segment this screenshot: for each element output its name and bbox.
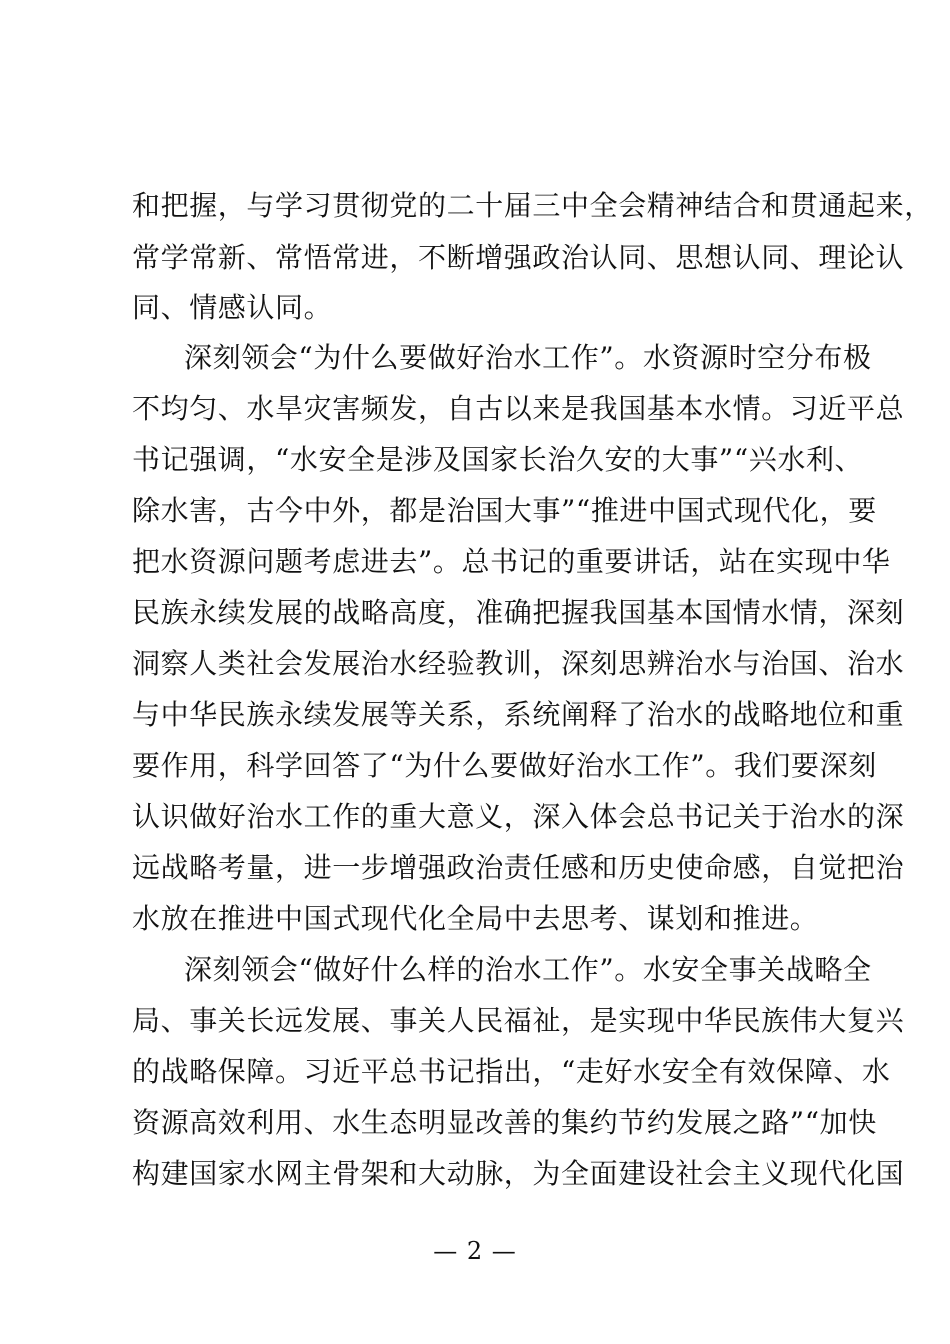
text-line: 水放在推进中国式现代化全局中去思考、谋划和推进。	[132, 902, 819, 935]
text-line: 要作用，科学回答了“为什么要做好治水工作”。我们要深刻	[132, 749, 877, 782]
text-line: 远战略考量，进一步增强政治责任感和历史使命感，自觉把治	[132, 851, 905, 884]
page-number: — 2 —	[433, 1237, 517, 1265]
text-line: 认识做好治水工作的重大意义，深入体会总书记关于治水的深	[132, 800, 905, 833]
paragraph-start-line: 深刻领会“为什么要做好治水工作”。水资源时空分布极	[184, 341, 872, 374]
paragraph-start-line: 深刻领会“做好什么样的治水工作”。水安全事关战略全	[184, 953, 872, 986]
text-line: 除水害，古今中外，都是治国大事”“推进中国式现代化，要	[132, 494, 877, 527]
text-line: 资源高效利用、水生态明显改善的集约节约发展之路”“加快	[132, 1106, 877, 1139]
text-line: 书记强调，“水安全是涉及国家长治久安的大事”“兴水利、	[132, 443, 864, 476]
text-line: 和把握，与学习贯彻党的二十届三中全会精神结合和贯通起来，	[132, 189, 933, 222]
text-line: 洞察人类社会发展治水经验教训，深刻思辨治水与治国、治水	[132, 647, 905, 680]
text-line: 的战略保障。习近平总书记指出，“走好水安全有效保障、水	[132, 1055, 891, 1088]
text-line: 构建国家水网主骨架和大动脉，为全面建设社会主义现代化国	[132, 1157, 905, 1190]
text-line: 民族永续发展的战略高度，准确把握我国基本国情水情，深刻	[132, 596, 905, 629]
text-line: 不均匀、水旱灾害频发，自古以来是我国基本水情。习近平总	[132, 392, 905, 425]
text-line: 把水资源问题考虑进去”。总书记的重要讲话，站在实现中华	[132, 545, 891, 578]
text-line: 局、事关长远发展、事关人民福祉，是实现中华民族伟大复兴	[132, 1004, 905, 1037]
text-line: 与中华民族永续发展等关系，系统阐释了治水的战略地位和重	[132, 698, 905, 731]
text-line: 同、情感认同。	[132, 291, 333, 324]
text-line: 常学常新、常悟常进，不断增强政治认同、思想认同、理论认	[132, 241, 905, 274]
